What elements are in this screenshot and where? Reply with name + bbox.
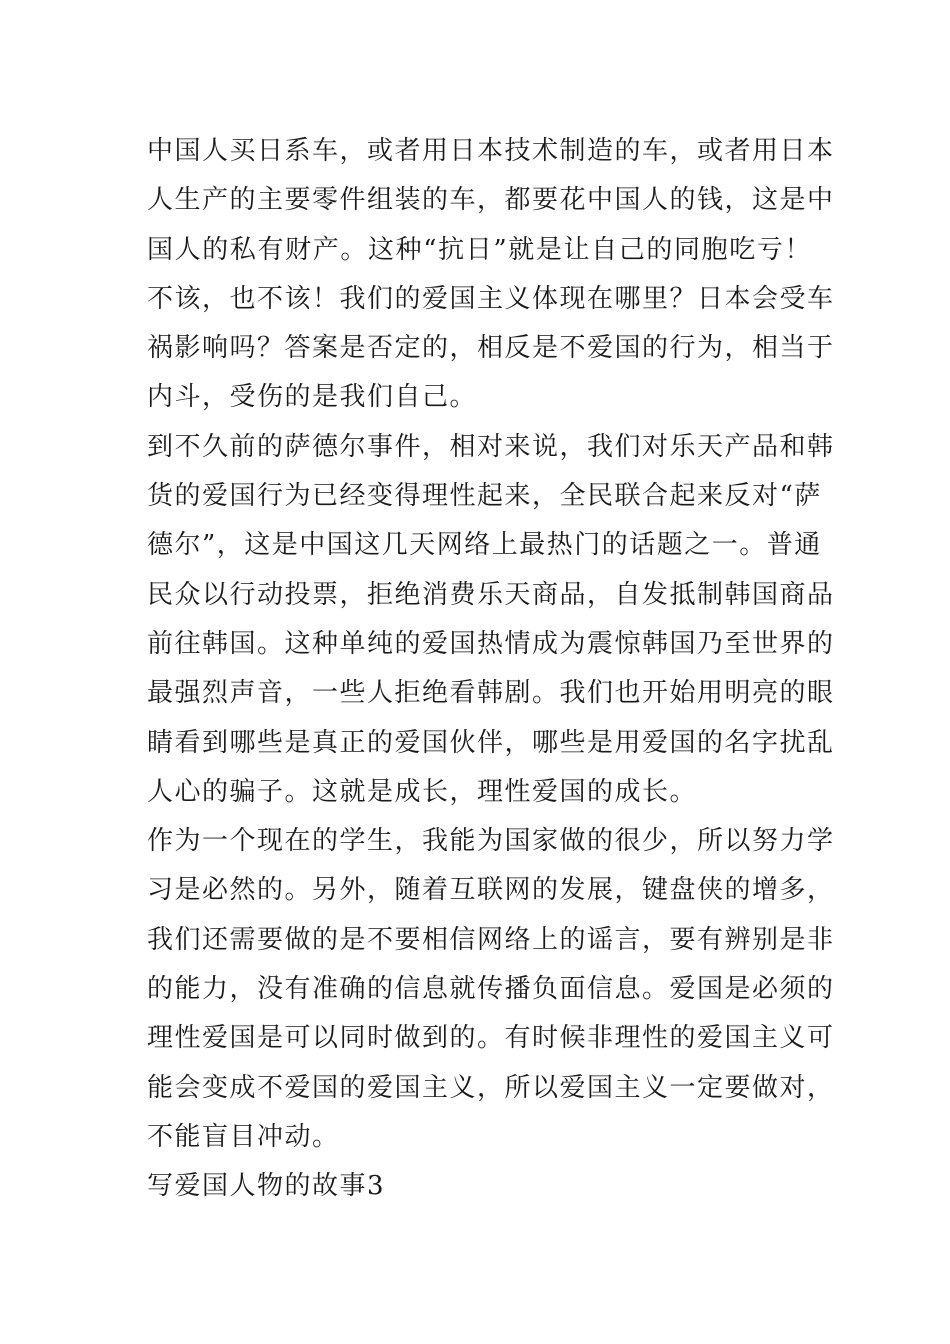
text-line: 民众以行动投票，拒绝消费乐天商品，自发抵制韩国商品 [147, 579, 835, 610]
text-line: 的能力，没有准确的信息就传播负面信息。爱国是必须的 [147, 974, 835, 1005]
text-line: 人生产的主要零件组装的车，都要花中国人的钱，这是中 [147, 185, 835, 216]
text-line: 理性爱国是可以同时做到的。有时候非理性的爱国主义可 [147, 1023, 835, 1054]
text-line: 能会变成不爱国的爱国主义，所以爱国主义一定要做对， [147, 1072, 835, 1103]
text-line: 最强烈声音，一些人拒绝看韩剧。我们也开始用明亮的眼 [147, 678, 835, 709]
text-line: 人心的骗子。这就是成长，理性爱国的成长。 [147, 776, 698, 807]
text-line: 我们还需要做的是不要相信网络上的谣言，要有辨别是非 [147, 924, 835, 955]
text-line: 到不久前的萨德尔事件，相对来说，我们对乐天产品和韩 [147, 431, 835, 462]
text-line: 不能盲目冲动。 [147, 1121, 340, 1152]
text-line: 中国人买日系车，或者用日本技术制造的车，或者用日本 [147, 136, 835, 166]
text-line: 睛看到哪些是真正的爱国伙伴，哪些是用爱国的名字扰乱 [147, 727, 835, 758]
section-heading: 写爱国人物的故事3 [147, 1171, 386, 1202]
text-line: 德尔”，这是中国这几天网络上最热门的话题之一。普通 [147, 530, 822, 561]
text-line: 国人的私有财产。这种“抗日”就是让自己的同胞吃亏！ [147, 234, 812, 265]
text-line: 不该，也不该！我们的爱国主义体现在哪里？日本会受车 [147, 283, 835, 314]
text-line: 作为一个现在的学生，我能为国家做的很少，所以努力学 [147, 826, 835, 857]
text-line: 祸影响吗？答案是否定的，相反是不爱国的行为，相当于 [147, 333, 835, 364]
document-body [147, 127, 835, 1212]
text-line: 内斗，受伤的是我们自己。 [147, 382, 478, 413]
text-line: 习是必然的。另外，随着互联网的发展，键盘侠的增多， [147, 875, 835, 906]
text-line: 前往韩国。这种单纯的爱国热情成为震惊韩国乃至世界的 [147, 628, 835, 659]
text-line: 货的爱国行为已经变得理性起来，全民联合起来反对“萨 [147, 481, 822, 512]
